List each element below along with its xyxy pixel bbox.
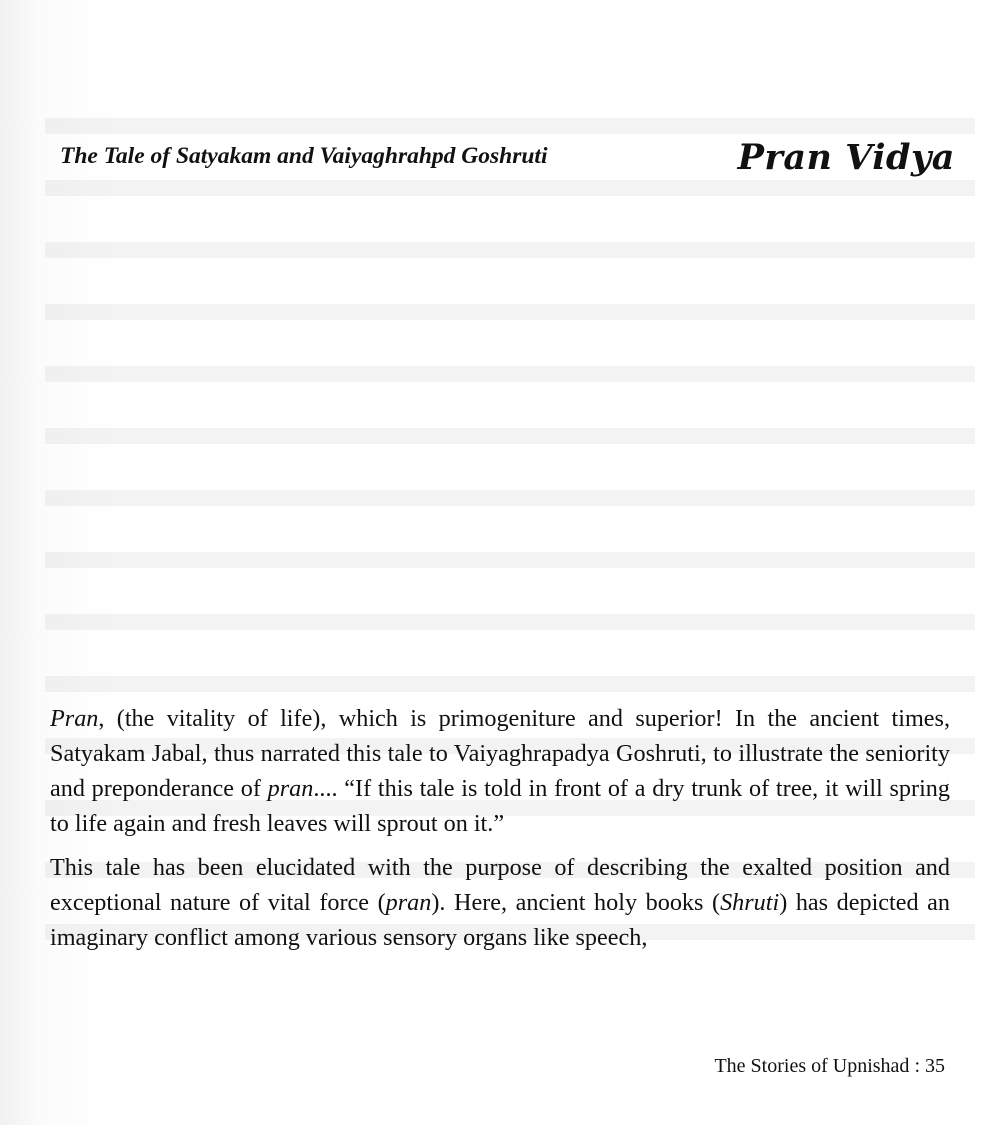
paragraph-2-text-c: ) has depicted an imaginary conflict among various sensory organs like speech, — [50, 889, 950, 951]
page-footer — [714, 1055, 945, 1078]
paragraph-2 — [50, 850, 950, 955]
chapter-title: The Tale of Satyakam and Vaiyaghrahpd Goshruti — [60, 143, 548, 169]
term-pran-2: pran — [267, 775, 314, 802]
section-brand: Pran Vidya — [737, 137, 955, 178]
book-title: The Stories of Upnishad — [714, 1055, 910, 1077]
paragraph-2-text-b: ). Here, ancient holy books ( — [431, 889, 721, 916]
paragraph-1-text-a: , (the vitality of life), which is primogeniture and superior! In the ancient times, Satyakam Jabal, thus narrated this tale to Vaiyaghrapadya Goshruti, to illustrate the seniority and preponderance of — [50, 705, 950, 802]
paragraph-1-text-b: .... “If this tale is told in front of a dry trunk of tree, it will spring to life again and fresh leaves will sprout on it.” — [50, 775, 950, 837]
footer-separator: : — [909, 1055, 925, 1077]
paragraph-2-text-a: This tale has been elucidated with the purpose of describing the exalted position and exceptional nature of vital force ( — [50, 854, 950, 916]
term-shruti: Shruti — [720, 889, 780, 916]
page-header — [60, 128, 955, 184]
term-pran-3: pran — [385, 889, 432, 916]
page-number: 35 — [925, 1055, 945, 1077]
body-text — [50, 701, 950, 955]
term-pran: Pran — [50, 705, 99, 732]
paragraph-1 — [50, 701, 950, 841]
